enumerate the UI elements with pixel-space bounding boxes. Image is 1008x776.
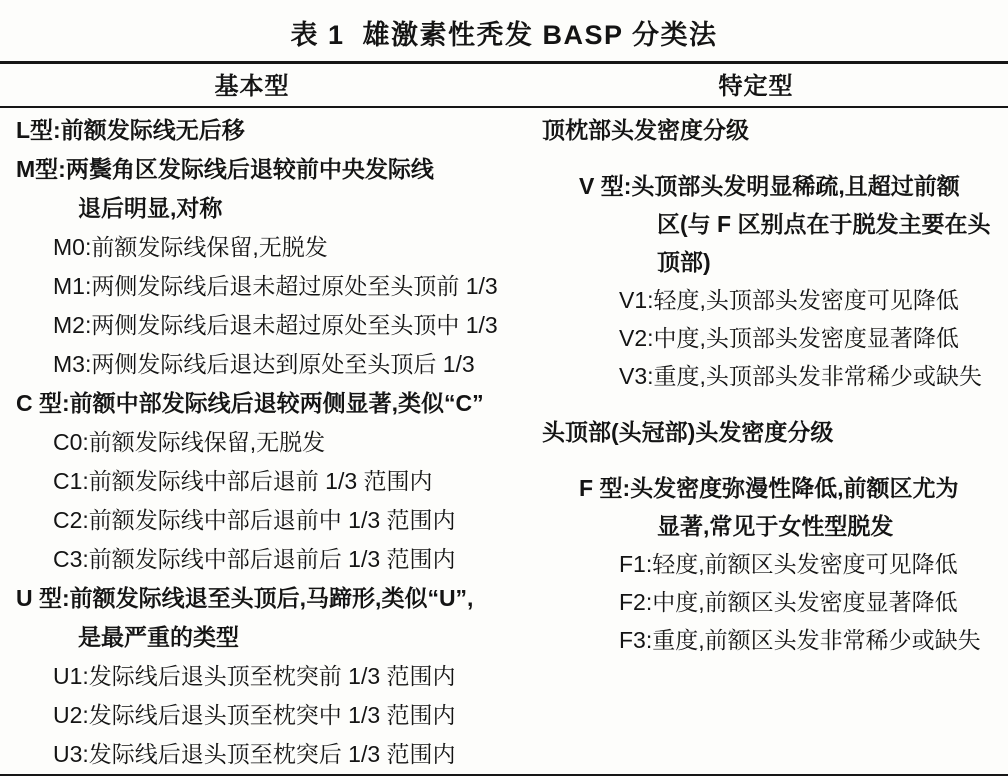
basp-classification-table [0,61,1008,776]
table-row: U 型:前额发际线退至头顶后,马蹄形,类似“U”, [16,585,474,611]
table-row: U1:发际线后退头顶至枕突前 1/3 范围内 [53,663,456,689]
table-row: U3:发际线后退头顶至枕突后 1/3 范围内 [53,741,456,767]
table-row: V1:轻度,头顶部头发密度可见降低 [619,287,959,313]
table-row: L型:前额发际线无后移 [16,117,245,143]
table-row: 区(与 F 区别点在于脱发主要在头 [657,211,991,237]
table-row: 顶部) [657,249,711,275]
table-row: M型:两鬓角区发际线后退较前中央发际线 [16,156,434,182]
table-row: 顶枕部头发密度分级 [542,117,749,143]
table-body [0,108,1008,774]
table-row: C 型:前额中部发际线后退较两侧显著,类似“C” [16,390,484,416]
table-row: C3:前额发际线中部后退前后 1/3 范围内 [53,546,456,572]
column-basic-type [0,111,512,774]
table-row: F3:重度,前额区头发非常稀少或缺失 [619,627,981,653]
table-row: V2:中度,头顶部头发密度显著降低 [619,325,959,351]
table-row: M2:两侧发际线后退未超过原处至头顶中 1/3 [53,312,498,338]
table-row: C0:前额发际线保留,无脱发 [53,429,326,455]
table-row: F1:轻度,前额区头发密度可见降低 [619,551,958,577]
table-row: V3:重度,头顶部头发非常稀少或缺失 [619,363,982,389]
table-row: M1:两侧发际线后退未超过原处至头顶前 1/3 [53,273,498,299]
column-header-basic-type: 基本型 [214,73,290,100]
table-header-row [0,64,1008,108]
table-row: M3:两侧发际线后退达到原处至头顶后 1/3 [53,351,475,377]
column-specific-type [512,111,1008,659]
table-row: F 型:头发密度弥漫性降低,前额区尤为 [579,475,959,501]
column-header-specific-type: 特定型 [718,73,794,100]
table-row: 是最严重的类型 [78,624,239,650]
table-row: M0:前额发际线保留,无脱发 [53,234,328,260]
table-row: 退后明显,对称 [78,195,223,221]
table-row: 显著,常见于女性型脱发 [657,513,894,539]
table-row: V 型:头顶部头发明显稀疏,且超过前额 [579,173,960,199]
table-row: U2:发际线后退头顶至枕突中 1/3 范围内 [53,702,456,728]
table-row: C1:前额发际线中部后退前 1/3 范围内 [53,468,433,494]
table-title: 表 1 雄激素性秃发 BASP 分类法 [290,20,718,50]
table-row: F2:中度,前额区头发密度显著降低 [619,589,958,615]
table-row: C2:前额发际线中部后退前中 1/3 范围内 [53,507,456,533]
table-row: 头顶部(头冠部)头发密度分级 [542,419,834,445]
